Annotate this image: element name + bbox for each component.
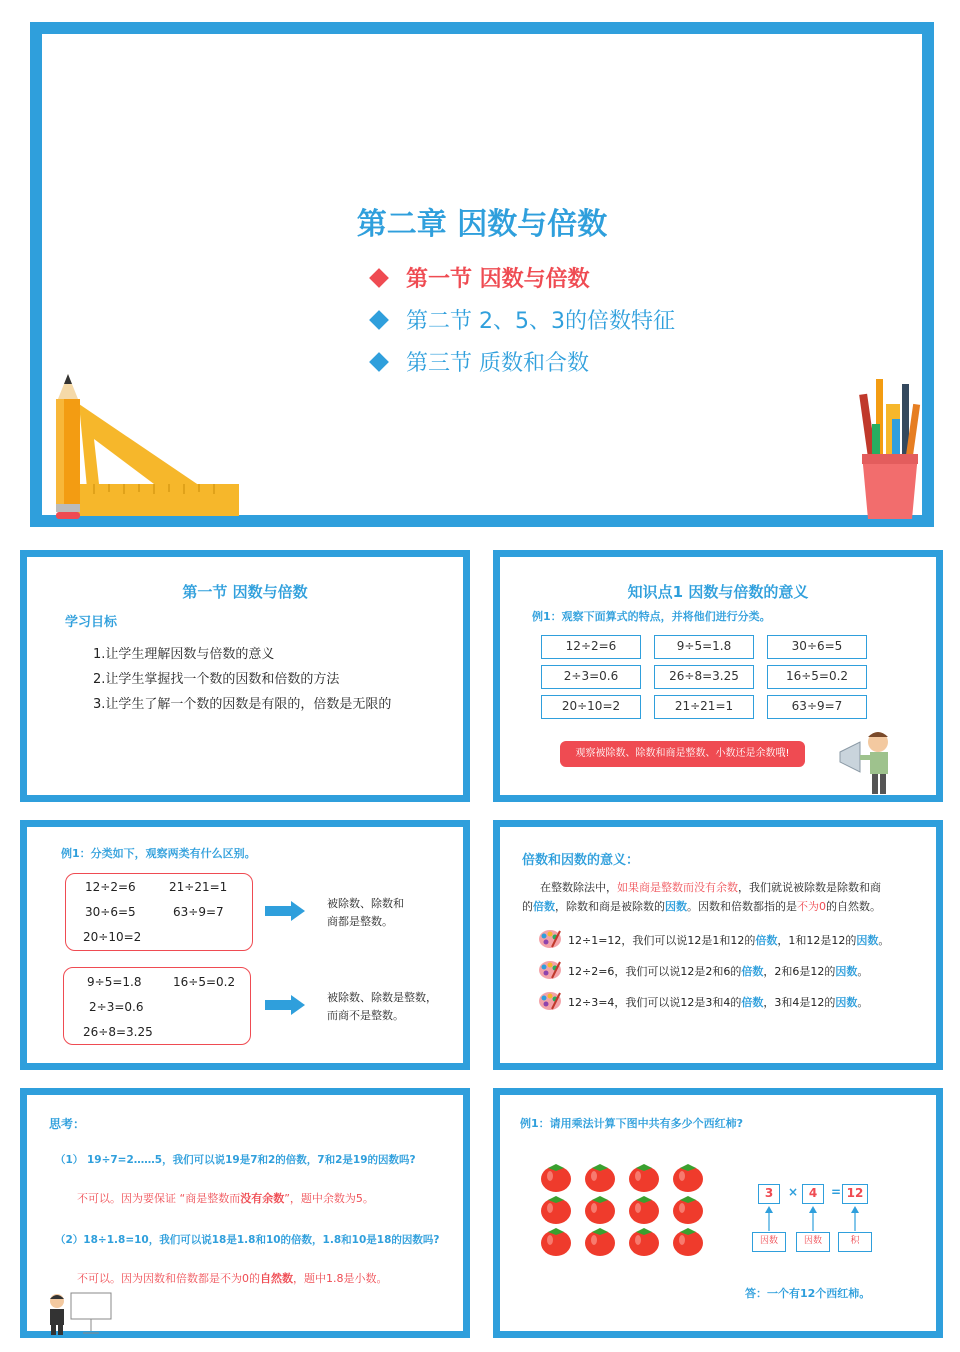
example-line: 12÷1=12，我们可以说12是1和12的倍数，1和12是12的因数。 (568, 934, 890, 947)
equation-box: 20÷10=2 (541, 695, 641, 719)
group-note: 商都是整数。 (327, 915, 393, 928)
example-prompt: 例1：分类如下，观察两类有什么区别。 (61, 847, 256, 860)
group-note: 被除数、除数是整数， (327, 991, 437, 1004)
toc-item-label: 第二节 2、5、3的倍数特征 (406, 309, 675, 334)
group-note: 被除数、除数和 (327, 897, 404, 910)
slide-learning-goals (20, 550, 470, 802)
equation: 2÷3=0.6 (89, 1000, 144, 1014)
palette-icon (538, 929, 562, 949)
times-sign: × (788, 1185, 799, 1199)
equation-box: 16÷5=0.2 (767, 665, 867, 689)
example-prompt: 例1：请用乘法计算下图中共有多少个西红柿? (520, 1117, 744, 1130)
arrow-right-icon (265, 995, 305, 1015)
equation-box: 21÷21=1 (654, 695, 754, 719)
slide-thinking (20, 1088, 470, 1338)
slide-knowledge-point (493, 550, 943, 802)
question-2: （2）18÷1.8=10，我们可以说18是1.8和10的倍数，1.8和10是18的因数吗? (55, 1234, 440, 1246)
equation: 26÷8=3.25 (83, 1025, 153, 1039)
question-1: （1） 19÷7=2……5，我们可以说19是7和2的倍数，7和2是19的因数吗? (55, 1154, 416, 1166)
definition-line-1: 在整数除法中，如果商是整数而没有余数，我们就说被除数是除数和商 (540, 881, 881, 894)
answer-text: 答：一个有12个西红柿。 (745, 1287, 871, 1300)
toc-item-label: 第三节 质数和合数 (406, 351, 589, 376)
arrow-right-icon (265, 901, 305, 921)
equation: 63÷9=7 (173, 905, 224, 919)
tomato-icon (541, 1228, 571, 1256)
pencil-ruler-icon (44, 364, 244, 519)
diamond-icon (369, 310, 389, 330)
pen-cup-icon (854, 374, 924, 519)
equation-box: 30÷6=5 (767, 635, 867, 659)
factor-box: 3 (758, 1184, 780, 1204)
factor-label: 因数 (752, 1232, 786, 1252)
palette-icon (538, 960, 562, 980)
knowledge-title: 知识点1 因数与倍数的意义 (627, 583, 809, 601)
slide-classification (20, 820, 470, 1070)
connector-arrows (750, 1205, 880, 1233)
equation-box: 12÷2=6 (541, 635, 641, 659)
equation: 9÷5=1.8 (87, 975, 142, 989)
tomato-icon (673, 1228, 703, 1256)
equals-sign: = (831, 1185, 842, 1199)
palette-icon (538, 991, 562, 1011)
equation-box: 63÷9=7 (767, 695, 867, 719)
slide-title (30, 22, 934, 527)
diamond-icon (369, 352, 389, 372)
answer-1: 不可以。因为要保证 “商是整数而没有余数”，题中余数为5。 (77, 1192, 374, 1205)
goals-heading: 学习目标 (65, 615, 118, 630)
equation: 12÷2=6 (85, 880, 136, 894)
tomato-icon (629, 1228, 659, 1256)
group-note: 而商不是整数。 (327, 1009, 404, 1022)
factor-box: 4 (802, 1184, 824, 1204)
megaphone-boy-icon (830, 727, 910, 802)
example-prompt: 例1：观察下面算式的特点，并将他们进行分类。 (532, 610, 771, 623)
slide-tomato-example (493, 1088, 943, 1338)
product-label: 积 (838, 1232, 872, 1252)
tomato-icon (585, 1196, 615, 1224)
equation: 16÷5=0.2 (173, 975, 236, 989)
tomato-icon (541, 1196, 571, 1224)
tomato-icon (673, 1196, 703, 1224)
definition-heading: 倍数和因数的意义： (522, 853, 640, 868)
equation-box: 26÷8=3.25 (654, 665, 754, 689)
tomato-icon (585, 1164, 615, 1192)
hint-bubble: 观察被除数、除数和商是整数、小数还是余数哦! (560, 741, 805, 767)
tomato-icon (673, 1164, 703, 1192)
toc-item-3[interactable] (372, 346, 589, 377)
teacher-board-icon (39, 1291, 121, 1337)
toc-item-1[interactable] (372, 262, 590, 293)
slide-definition (493, 820, 943, 1070)
example-line: 12÷3=4，我们可以说12是3和4的倍数，3和4是12的因数。 (568, 996, 869, 1009)
equation: 21÷21=1 (169, 880, 228, 894)
tomato-icon (585, 1228, 615, 1256)
diamond-icon (369, 268, 389, 288)
definition-line-2: 的倍数，除数和商是被除数的因数。因数和倍数都指的是不为0的自然数。 (522, 900, 881, 913)
equation: 30÷6=5 (85, 905, 136, 919)
tomato-icon (541, 1164, 571, 1192)
goal-item: 1.让学生理解因数与倍数的意义 (93, 647, 275, 662)
tomato-icon (629, 1164, 659, 1192)
tomato-grid (538, 1161, 718, 1271)
example-line: 12÷2=6，我们可以说12是2和6的倍数，2和6是12的因数。 (568, 965, 869, 978)
tomato-icon (629, 1196, 659, 1224)
answer-2: 不可以。因为因数和倍数都是不为0的自然数，题中1.8是小数。 (77, 1272, 388, 1285)
goal-item: 3.让学生了解一个数的因数是有限的，倍数是无限的 (93, 697, 392, 712)
toc-item-label: 第一节 因数与倍数 (406, 267, 590, 292)
product-box: 12 (842, 1184, 868, 1204)
chapter-title: 第二章 因数与倍数 (356, 207, 608, 242)
toc-item-2[interactable] (372, 304, 675, 335)
goal-item: 2.让学生掌握找一个数的因数和倍数的方法 (93, 672, 340, 687)
factor-label: 因数 (796, 1232, 830, 1252)
equation: 20÷10=2 (83, 930, 142, 944)
equation-box: 2÷3=0.6 (541, 665, 641, 689)
section-title: 第一节 因数与倍数 (182, 583, 308, 601)
equation-box: 9÷5=1.8 (654, 635, 754, 659)
thinking-heading: 思考： (49, 1117, 86, 1131)
